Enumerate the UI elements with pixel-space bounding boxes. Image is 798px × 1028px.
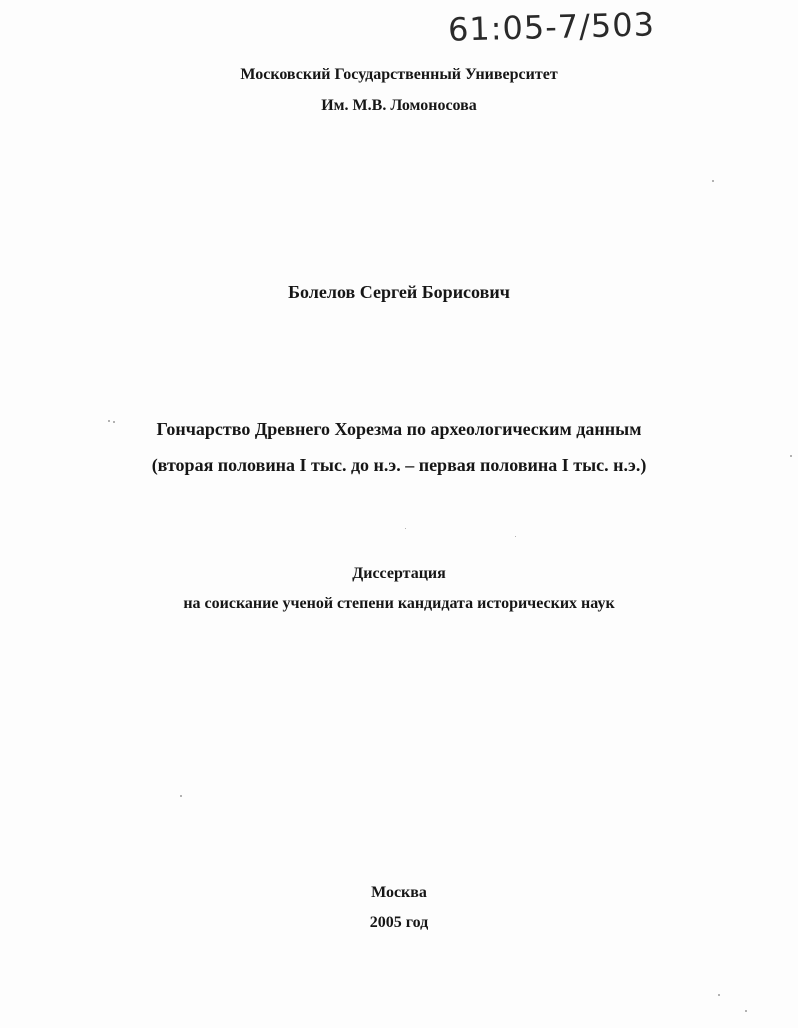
author-name: Болелов Сергей Борисович xyxy=(288,282,510,302)
scan-speck xyxy=(405,528,406,529)
city: Москва xyxy=(371,884,427,901)
scan-speck xyxy=(180,795,182,797)
university-name: Московский Государственный Университет xyxy=(240,66,558,83)
work-type: Диссертация xyxy=(352,565,446,582)
degree-sought: на соискание ученой степени кандидата исторических наук xyxy=(183,595,615,612)
scan-speck xyxy=(790,455,792,457)
dissertation-title-line-2: (вторая половина I тыс. до н.э. – первая половина I тыс. н.э.) xyxy=(151,455,647,475)
scan-speck xyxy=(108,420,110,422)
handwritten-archive-code: 61:05-7/503 xyxy=(447,5,656,49)
scan-speck xyxy=(515,536,516,537)
university-named-after: Им. М.В. Ломоносова xyxy=(321,97,477,114)
scan-speck xyxy=(718,994,720,996)
dissertation-title-line-1: Гончарство Древнего Хорезма по археологическим данным xyxy=(156,419,642,439)
scan-speck xyxy=(712,180,714,182)
year: 2005 год xyxy=(369,914,429,931)
scan-speck xyxy=(113,421,115,423)
scan-speck xyxy=(745,1010,747,1012)
